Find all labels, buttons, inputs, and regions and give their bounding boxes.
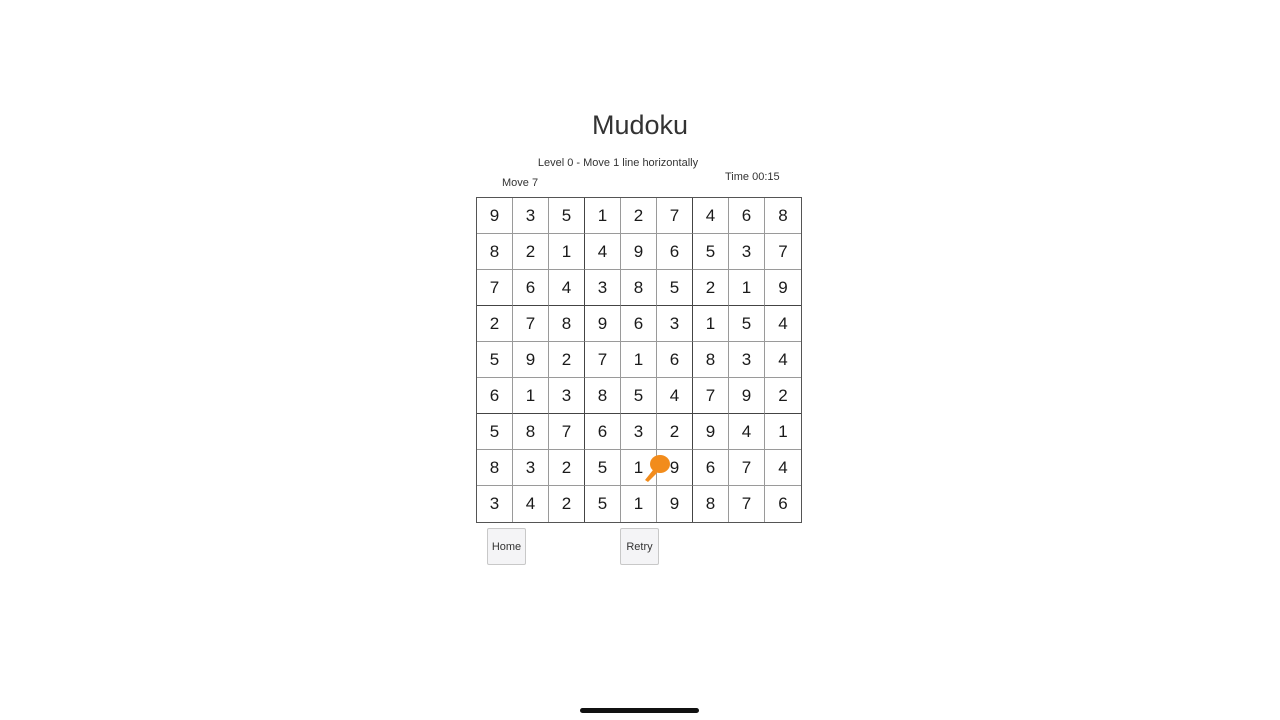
board-cell[interactable]: 7 [585, 342, 621, 378]
board-cell[interactable]: 9 [621, 234, 657, 270]
board-cell[interactable]: 2 [477, 306, 513, 342]
board-cell[interactable]: 9 [693, 414, 729, 450]
board-cell[interactable]: 1 [513, 378, 549, 414]
board-cell[interactable]: 2 [657, 414, 693, 450]
board-cell[interactable]: 4 [729, 414, 765, 450]
board-cell[interactable]: 6 [657, 342, 693, 378]
board-cell[interactable]: 9 [657, 450, 693, 486]
board-cell[interactable]: 7 [549, 414, 585, 450]
board-cell[interactable]: 6 [477, 378, 513, 414]
board-cell[interactable]: 8 [513, 414, 549, 450]
board-cell[interactable]: 5 [585, 450, 621, 486]
board-cell[interactable]: 5 [549, 198, 585, 234]
home-button[interactable]: Home [487, 528, 526, 565]
board-cell[interactable]: 3 [513, 198, 549, 234]
board-cell[interactable]: 3 [657, 306, 693, 342]
move-counter: Move 7 [502, 177, 539, 189]
board-cell[interactable]: 2 [765, 378, 801, 414]
board-cell[interactable]: 3 [477, 486, 513, 522]
board-cell[interactable]: 8 [693, 486, 729, 522]
board-cell[interactable]: 1 [693, 306, 729, 342]
board-cell[interactable]: 4 [693, 198, 729, 234]
board-cell[interactable]: 1 [729, 270, 765, 306]
page-title: Mudoku [591, 110, 689, 140]
board-cell[interactable]: 7 [693, 378, 729, 414]
board-cell[interactable]: 7 [729, 486, 765, 522]
board-cell[interactable]: 5 [729, 306, 765, 342]
board-cell[interactable]: 4 [657, 378, 693, 414]
board-cell[interactable]: 7 [729, 450, 765, 486]
board-cell[interactable]: 5 [657, 270, 693, 306]
retry-button[interactable]: Retry [620, 528, 659, 565]
board-cell[interactable]: 9 [765, 270, 801, 306]
board-cell[interactable]: 5 [621, 378, 657, 414]
board-cell[interactable]: 1 [621, 486, 657, 522]
board-cell[interactable]: 1 [765, 414, 801, 450]
board-cell[interactable]: 8 [549, 306, 585, 342]
board-cell[interactable]: 6 [657, 234, 693, 270]
board-cell[interactable]: 5 [477, 414, 513, 450]
board-cell[interactable]: 1 [621, 450, 657, 486]
board-cell[interactable]: 6 [765, 486, 801, 522]
board-cell[interactable]: 3 [549, 378, 585, 414]
board-cell[interactable]: 5 [477, 342, 513, 378]
board-cell[interactable]: 9 [477, 198, 513, 234]
board-cell[interactable]: 6 [693, 450, 729, 486]
board-cell[interactable]: 4 [765, 450, 801, 486]
board-cell[interactable]: 2 [549, 450, 585, 486]
board-cell[interactable]: 8 [765, 198, 801, 234]
level-description: Level 0 - Move 1 line horizontally [537, 157, 699, 169]
board-cell[interactable]: 1 [621, 342, 657, 378]
board-cell[interactable]: 1 [585, 198, 621, 234]
home-indicator[interactable] [580, 708, 699, 713]
board-cell[interactable]: 4 [765, 342, 801, 378]
board-cell[interactable]: 3 [729, 342, 765, 378]
board-cell[interactable]: 9 [585, 306, 621, 342]
board-cell[interactable]: 7 [513, 306, 549, 342]
board-cell[interactable]: 7 [765, 234, 801, 270]
board-cell[interactable]: 4 [549, 270, 585, 306]
board-cell[interactable]: 8 [693, 342, 729, 378]
board-cell[interactable]: 2 [549, 486, 585, 522]
board-cell[interactable]: 4 [765, 306, 801, 342]
board-cell[interactable]: 2 [621, 198, 657, 234]
board-cell[interactable]: 6 [513, 270, 549, 306]
board-cell[interactable]: 8 [477, 234, 513, 270]
board-cell[interactable]: 3 [585, 270, 621, 306]
board-cell[interactable]: 2 [549, 342, 585, 378]
board-cell[interactable]: 4 [585, 234, 621, 270]
board-cell[interactable]: 8 [477, 450, 513, 486]
board-cell[interactable]: 1 [549, 234, 585, 270]
board-cell[interactable]: 2 [513, 234, 549, 270]
board-cell[interactable]: 6 [729, 198, 765, 234]
board-cell[interactable]: 4 [513, 486, 549, 522]
board-cell[interactable]: 6 [585, 414, 621, 450]
board-cell[interactable]: 8 [585, 378, 621, 414]
board-cell[interactable]: 2 [693, 270, 729, 306]
board-cell[interactable]: 7 [477, 270, 513, 306]
game-timer: Time 00:15 [725, 171, 780, 183]
board-cell[interactable]: 5 [693, 234, 729, 270]
board-cell[interactable]: 6 [621, 306, 657, 342]
sudoku-board [476, 197, 802, 523]
board-cell[interactable]: 9 [513, 342, 549, 378]
board-cell[interactable]: 9 [657, 486, 693, 522]
board-cell[interactable]: 3 [513, 450, 549, 486]
board-cell[interactable]: 3 [729, 234, 765, 270]
board-cell[interactable]: 9 [729, 378, 765, 414]
board-cell[interactable]: 3 [621, 414, 657, 450]
board-cell[interactable]: 5 [585, 486, 621, 522]
board-cell[interactable]: 8 [621, 270, 657, 306]
board-cell[interactable]: 7 [657, 198, 693, 234]
